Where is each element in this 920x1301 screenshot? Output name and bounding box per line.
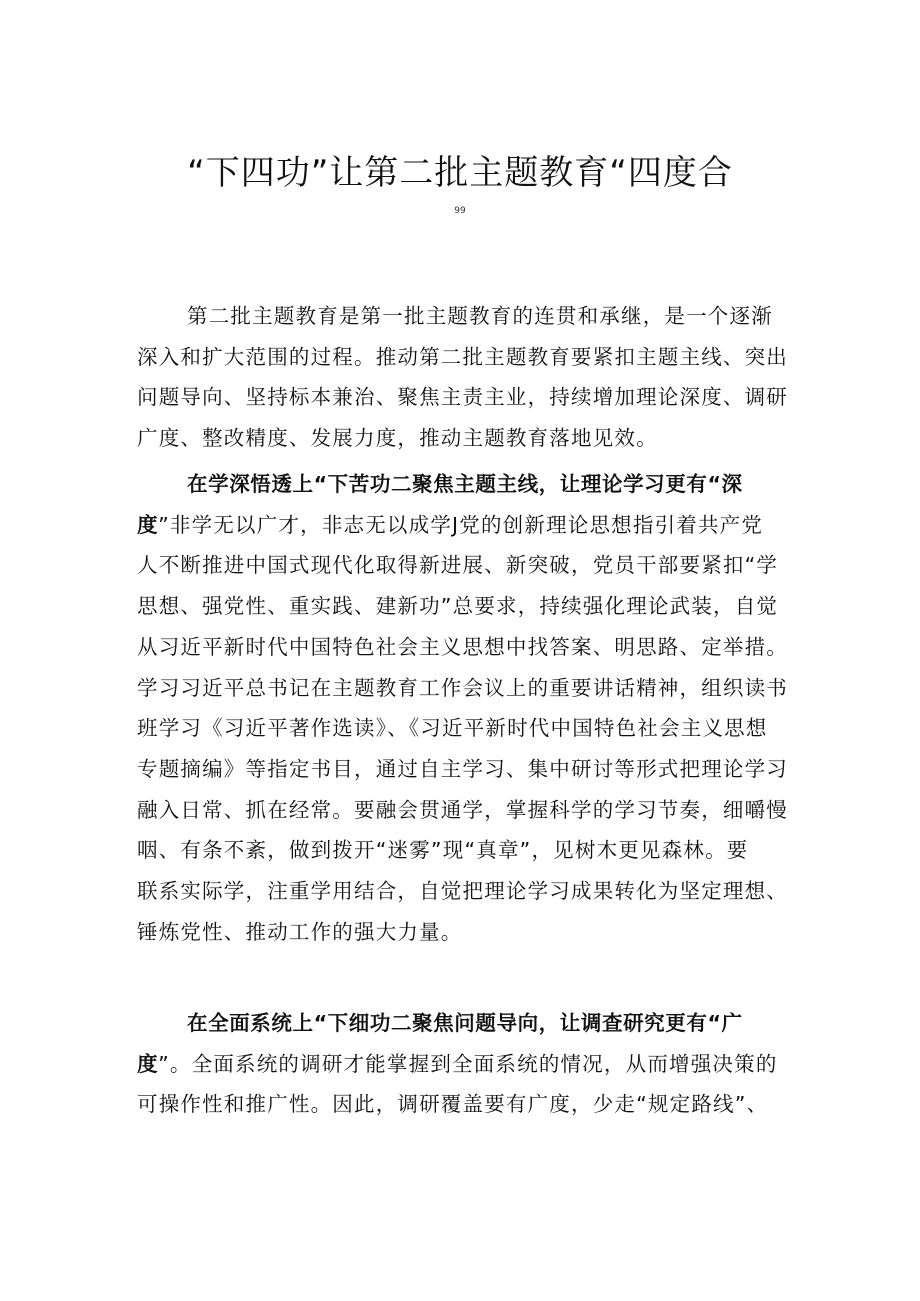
- paragraph-line: 思想、强党性、重实践、建新功”总要求，持续强化理论武装，自觉: [137, 594, 779, 619]
- section-heading-tail: 度: [137, 1051, 159, 1076]
- paragraph-line: 深入和扩大范围的过程。推动第二批主题教育要紧扣主题主线、突出: [137, 344, 788, 369]
- paragraph-line: 问题导向、坚持标本兼治、聚焦主责主业，持续增加理论深度、调研: [137, 385, 788, 410]
- paragraph-line: 广度、整改精度、发展力度，推动主题教育落地见效。: [137, 426, 658, 451]
- section-heading: 在学深悟透上“下苦功二聚焦主题主线，让理论学习更有“深: [187, 472, 743, 496]
- paragraph-line: [137, 1044, 797, 1085]
- document-title: “下四功”让第二批主题教育“四度合: [187, 153, 733, 193]
- paragraph-line: 锤炼党性、推动工作的强大力量。: [137, 919, 463, 944]
- paragraph-line: 从习近平新时代中国特色社会主义思想中找答案、明思路、定举措。: [137, 634, 788, 659]
- paragraph-deep-study: [137, 464, 797, 952]
- paragraph-line: 第二批主题教育是第一批主题教育的连贯和承继，是一个逐渐: [187, 304, 773, 328]
- paragraph-line: 可操作性和推广性。因此，调研覆盖要有广度，少走“规定路线”、: [137, 1092, 769, 1117]
- section-heading-tail: 度: [137, 512, 159, 537]
- paragraph-line: 咽、有条不紊，做到拨开“迷雾”现“真章”，见树木更见森林。要: [137, 838, 749, 863]
- paragraph-line: 班学习《习近平著作选读》、《习近平新时代中国特色社会主义思想: [137, 716, 768, 741]
- paragraph-research: [137, 1003, 797, 1125]
- paragraph-line: 联系实际学，注重学用结合，自觉把理论学习成果转化为坚定理想、: [137, 879, 788, 904]
- paragraph-line: 融入日常、抓在经常。要融会贯通学，掌握科学的学习节奏，细嚼慢: [137, 797, 788, 822]
- paragraph-line: 学习习近平总书记在主题教育工作会议上的重要讲话精神，组织读书: [137, 675, 788, 700]
- paragraph-line: [137, 505, 797, 546]
- paragraph-line: 专题摘编》等指定书目，通过自主学习、集中研讨等形式把理论学习: [137, 756, 788, 781]
- paragraph-intro: [137, 296, 797, 459]
- section-heading: 在全面系统上“下细功二聚焦问题导向，让调查研究更有“广: [187, 1011, 743, 1035]
- title-continuation-mark: 99: [454, 206, 466, 216]
- paragraph-line: 人不断推进中国式现代化取得新进展、新突破，党员干部要紧扣“学: [137, 553, 779, 578]
- paragraph-line-text: ”。全面系统的调研才能掌握到全面系统的情况，从而增强决策的: [158, 1051, 778, 1076]
- paragraph-line-text: ”非学无以广才，非志无以成学J党的创新理论思想指引着共产党: [158, 512, 764, 537]
